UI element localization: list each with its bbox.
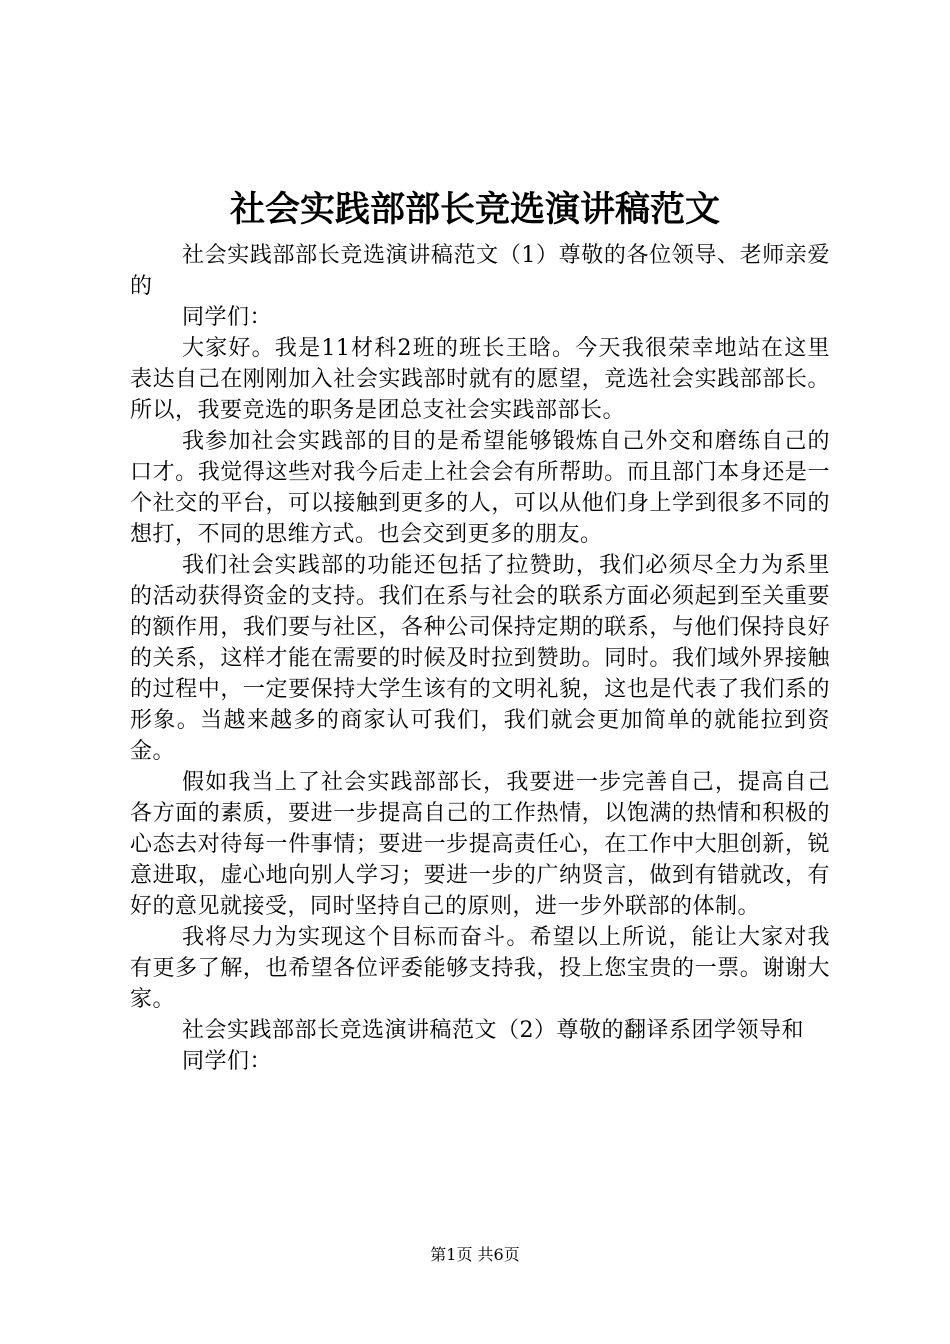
paragraph-3: 大家好。我是11材科2班的班长王晗。今天我很荣幸地站在这里表达自己在刚刚加入社会实践部时就有的愿望，竞选社会实践部部长。所以，我要竞选的职务是团总支社会实践部部长。 — [130, 336, 830, 423]
paragraph-4: 我参加社会实践部的目的是希望能够锻炼自己外交和磨练自己的口才。我觉得这些对我今后走上社会会有所帮助。而且部门本身还是一个社交的平台，可以接触到更多的人，可以从他们身上学到很多不同的想打，不同的思维方式。也会交到更多的朋友。 — [130, 429, 830, 547]
document-title: 社会实践部部长竞选演讲稿范文 — [229, 189, 720, 230]
paragraph-1: 社会实践部部长竞选演讲稿范文（1）尊敬的各位领导、老师亲爱的 — [130, 243, 830, 299]
document-body — [130, 240, 830, 1077]
paragraph-9: 同学们： — [182, 1049, 273, 1074]
paragraph-5: 我们社会实践部的功能还包括了拉赞助，我们必须尽全力为系里的活动获得资金的支持。我们在系与社会的联系方面必须起到至关重要的额作用，我们要与社区，各种公司保持定期的联系，与他们保持良好的关系，这样才能在需要的时候及时拉到赞助。同时。我们域外界接触的过程中，一定要保持大学生该有的文明礼貌，这也是代表了我们系的形象。当越来越多的商家认可我们，我们就会更加简单的就能拉到资金。 — [130, 553, 830, 764]
paragraph-7: 我将尽力为实现这个目标而奋斗。希望以上所说，能让大家对我有更多了解，也希望各位评委能够支持我，投上您宝贵的一票。谢谢大家。 — [130, 925, 830, 1012]
paragraph-6: 假如我当上了社会实践部部长，我要进一步完善自己，提高自己各方面的素质，要进一步提高自己的工作热情，以饱满的热情和积极的心态去对待每一件事情；要进一步提高责任心，在工作中大胆创新，锐意进取，虚心地向别人学习；要进一步的广纳贤言，做到有错就改，有好的意见就接受，同时坚持自己的原则，进一步外联部的体制。 — [130, 770, 830, 919]
paragraph-2: 同学们： — [182, 305, 273, 330]
paragraph-8: 社会实践部部长竞选演讲稿范文（2）尊敬的翻译系团学领导和 — [182, 1018, 804, 1043]
page-number-footer: 第1页 共6页 — [430, 1245, 520, 1264]
